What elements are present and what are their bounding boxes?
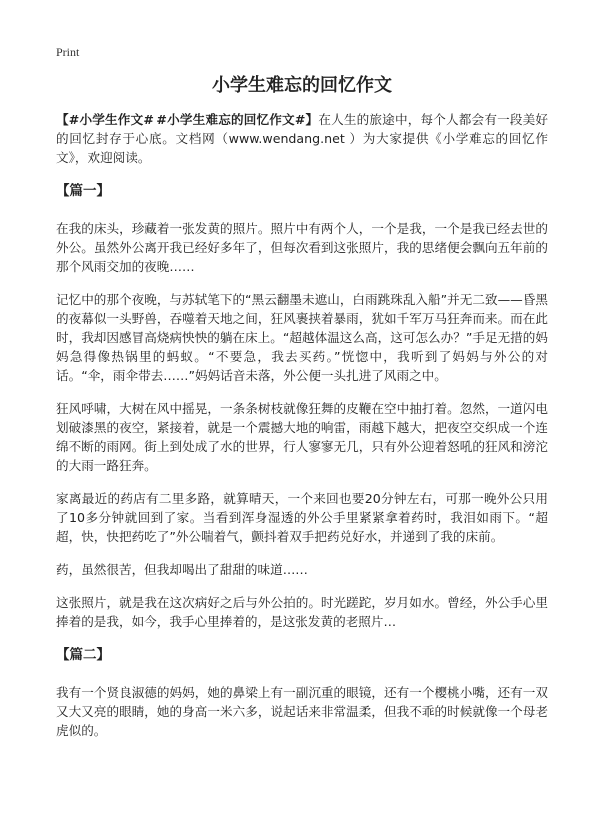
intro-tag: 【#小学生作文# #小学生难忘的回忆作文#】 (56, 112, 319, 127)
paragraph: 狂风呼啸，大树在风中摇晃，一条条树枝就像狂舞的皮鞭在空中抽打着。忽然，一道闪电划破漆黑的夜空，紧接着，就是一个震撼大地的响雷，雨越下越大，把夜空交织成一个连绵不断的雨网。街上到处成了水的世界，行人寥寥无几，只有外公迎着怒吼的狂风和滂沱的大雨一路狂奔。 (56, 401, 548, 473)
paragraph: 我有一个贤良淑德的妈妈，她的鼻梁上有一副沉重的眼镜，还有一个樱桃小嘴，还有一双又大又亮的眼睛，她的身高一米六多，说起话来非常温柔，但我不乖的时候就像一个母老虎似的。 (56, 685, 548, 738)
paragraph: 药，虽然很苦，但我却喝出了甜甜的味道…… (56, 562, 308, 577)
paragraph: 在我的床头，珍藏着一张发黄的照片。照片中有两个人，一个是我，一个是我已经去世的外公。虽然外公离开我已经好多年了，但每次看到这张照片，我的思绪便会飘向五年前的那个风雨交加的夜晚…… (56, 221, 548, 274)
paragraph: 家离最近的药店有二里多路，就算晴天，一个来回也要20分钟左右，可那一晚外公只用了10多分钟就回到了家。当看到浑身湿透的外公手里紧紧拿着药时，我泪如雨下。“超超，快，快把药吃了”外公喘着气，颤抖着双手把药兑好水，并递到了我的床前。 (56, 491, 548, 544)
intro-text: 在人生的旅途中，每个人都会有一段美好的回忆封存于心底。文档网（www.wendang.net ）为大家提供《小学难忘的回忆作文》，欢迎阅读。 (56, 112, 548, 165)
intro-paragraph (56, 110, 548, 167)
paragraph: 记忆中的那个夜晚，与苏轼笔下的“黑云翻墨未遮山，白雨跳珠乱入船”并无二致——昏黑的夜幕似一头野兽，吞噬着天地之间，狂风裹挟着暴雨，犹如千军万马狂奔而来。而在此时，我却因感冒高烧病怏怏的躺在床上。“超越体温这么高，这可怎么办？”手足无措的妈妈急得像热锅里的蚂蚁。“不要急，我去买药。”恍惚中，我听到了妈妈与外公的对话。“伞，雨伞带去……”妈妈话音未落，外公便一头扎进了风雨之中。 (56, 292, 548, 383)
page-title: 小学生难忘的回忆作文 (212, 75, 392, 96)
section-heading-1: 【篇一】 (56, 183, 110, 199)
section-heading-2: 【篇二】 (56, 647, 110, 663)
print-label: Print (56, 45, 80, 59)
paragraph: 这张照片，就是我在这次病好之后与外公拍的。时光蹉跎，岁月如水。曾经，外公手心里捧着的是我，如今，我手心里捧着的，是这张发黄的老照片… (56, 595, 548, 629)
